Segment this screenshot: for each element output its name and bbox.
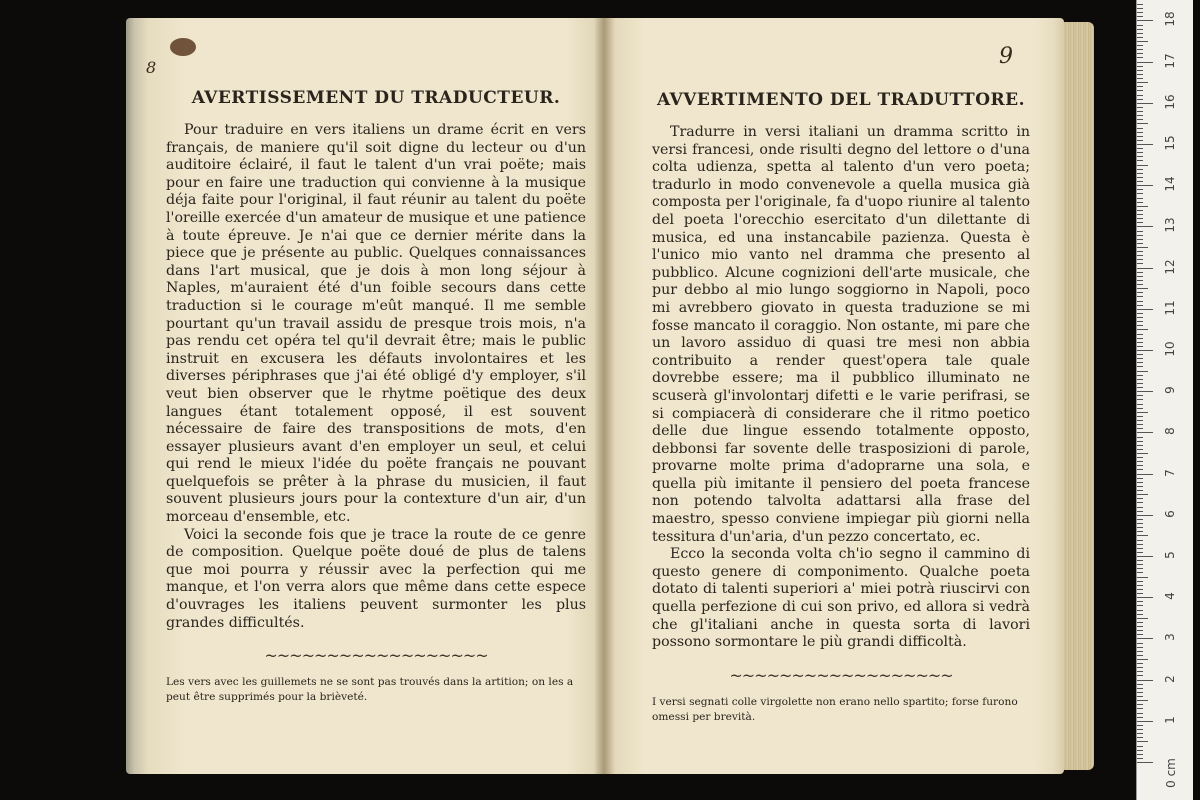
ruler-tick [1137,502,1143,503]
left-footnote: Les vers avec les guillemets ne se sont pas trouvés dans la artition; on les a peut être supprimés pour la brièveté. [166,676,574,704]
ruler-tick [1137,420,1143,421]
ruler-tick [1137,334,1143,335]
ruler-tick [1137,568,1143,569]
ruler-tick [1137,57,1143,58]
ruler-tick [1137,643,1143,644]
ruler-tick [1137,371,1148,372]
ruler-tick [1137,585,1143,586]
ruler-tick [1137,741,1148,742]
ruler-tick [1137,647,1143,648]
left-page-body [166,122,586,632]
ruler-tick [1137,136,1143,137]
ruler-tick [1137,16,1143,17]
ruler-number: 14 [1163,176,1177,192]
ruler-tick [1137,231,1143,232]
ruler-tick [1137,313,1143,314]
ruler-tick [1137,713,1143,714]
ruler-tick [1137,474,1153,475]
ruler-tick [1137,156,1143,157]
ruler-tick [1137,342,1143,343]
ruler-number: 3 [1163,633,1177,642]
ruler-tick [1137,675,1143,676]
ruler-number: 5 [1163,551,1177,559]
ruler-tick [1137,540,1143,541]
ruler-tick [1137,4,1143,5]
ruler-tick [1137,465,1143,466]
ruler-tick [1137,309,1153,310]
ruler-tick [1137,173,1143,174]
ruler-tick [1137,391,1153,392]
ruler-tick [1137,535,1148,536]
ruler-tick [1137,49,1143,50]
right-page [604,18,1064,774]
ruler-tick [1137,82,1148,83]
ruler-tick [1137,469,1143,470]
left-ornament-rule: ~~~~~~~~~~~~~~~~~~ [264,646,488,666]
ruler-tick [1137,305,1143,306]
ruler-tick [1137,288,1148,289]
ruler-tick [1137,453,1148,454]
ruler-tick [1137,107,1143,108]
ruler-tick [1137,593,1143,594]
ruler-tick [1137,708,1143,709]
ruler-tick [1137,523,1143,524]
ruler-tick [1137,99,1143,100]
ruler-tick [1137,725,1143,726]
ruler-tick [1137,276,1143,277]
ruler-tick [1137,412,1148,413]
ruler-number: 17 [1163,52,1177,69]
ruler-tick [1137,8,1143,9]
left-page [126,18,604,774]
ruler-tick [1137,379,1143,380]
ruler-tick [1137,684,1143,685]
ruler-tick [1137,214,1143,215]
ruler-tick [1137,346,1143,347]
ruler-tick [1137,671,1143,672]
ruler-tick [1137,449,1143,450]
ruler-tick [1137,103,1153,104]
ruler-tick [1137,144,1153,145]
ruler-tick [1137,601,1143,602]
ruler-tick [1137,387,1143,388]
ruler-tick [1137,486,1143,487]
ruler-tick [1137,457,1143,458]
ruler-tick [1137,20,1153,21]
ruler-tick [1137,366,1143,367]
left-paragraph: Voici la seconde fois que je trace la route de ce genre de composition. Quelque poëte doué de plus de talens que moi pourra y réussir avec la perfection qui me manque, et l'on verra alors que même dans cette espece d'ouvrages les italiens peuvent surmonter les plus grandes difficultés. [166,526,586,631]
ruler-number: 9 [1163,386,1177,395]
ruler-tick [1137,128,1143,129]
ruler-tick [1137,692,1143,693]
ruler-number: 10 [1163,341,1177,357]
ruler-tick [1137,721,1153,722]
ruler-tick [1137,296,1143,297]
ruler-tick [1137,239,1143,240]
open-book [126,18,1094,778]
left-page-number: 8 [146,58,157,77]
ruler-tick [1137,700,1148,701]
ruler-number: 16 [1163,94,1177,110]
ruler-number: 15 [1163,135,1177,151]
ruler-tick [1137,432,1153,433]
ruler-tick [1137,482,1143,483]
ruler-tick [1137,45,1143,46]
ruler-number: 11 [1163,300,1177,316]
ruler-tick [1137,202,1143,203]
right-paragraph: Ecco la seconda volta ch'io segno il cammino di questo genere di componimento. Qualche poeta dotato di talenti superiori a' miei potrà riuscirvi con quella perfezione di cui son privo, ed allora si vedrà che gl'italiani anche in questa sorta di lavori possono sormontare le più grandi difficoltà. [652,546,1030,651]
ruler-tick [1137,655,1143,656]
page-edges [1064,22,1094,770]
ruler-tick [1137,165,1148,166]
ruler-tick [1137,301,1143,302]
ruler-tick [1137,704,1143,705]
ruler-tick [1137,667,1143,668]
ruler-tick [1137,132,1143,133]
ruler-tick [1137,622,1143,623]
ruler-tick [1137,115,1143,116]
ruler-tick [1137,408,1143,409]
ruler-tick [1137,255,1143,256]
ruler-number: 13 [1163,217,1177,234]
ruler-tick [1137,198,1143,199]
ruler-tick [1137,375,1143,376]
ruler-tick [1137,243,1143,244]
ruler-number: 4 [1163,592,1177,601]
ruler-tick [1137,589,1143,590]
ruler-tick [1137,445,1143,446]
ruler-number: 8 [1163,427,1177,436]
ruler-tick [1137,325,1143,326]
ruler-zero-label: 0 cm [1164,758,1178,788]
ruler-tick [1137,70,1143,71]
ruler-tick [1137,577,1148,578]
ruler-tick [1137,123,1148,124]
ruler-tick [1137,494,1148,495]
ruler-tick [1137,152,1143,153]
ruler-tick [1137,189,1143,190]
left-paragraph: Pour traduire en vers italiens un drame écrit en vers français, de maniere qu'il soit digne du lecteur ou d'un auditoire éclairé, il faut le talent d'un vrai poëte; mais pour en faire une traduction qui convienne à la musique déja faite pour l'original, il faut réunir au talent du poëte l'oreille exercée d'un amateur de musique et une patience à toute épreuve. Je n'ai que ce dernier mérite dans la piece que je présente au public. Quelques connaissances dans l'art musical, que je dois à mon long séjour à Naples, m'auraient été d'un foible secours dans cette traduction si le courage m'eût manqué. Il me semble pourtant qu'un travail assidu de presque trois mois, n'a pas rendu cet opéra tel qu'il devrait être; mais le public instruit en excusera les défauts involontaires et les diverses périphrases que j'ai été obligé d'y employer, s'il veut bien observer que le rhytme poëtique des deux langues étant totalement opposé, il est souvent nécessaire de faire des transpositions de mots, d'en essayer plusieurs avant d'en employer un seul, et celui qui rend le mieux l'idée du poëte français ne pouvant quelquefois se prêter à la phrase du musicien, il faut souvent plusieurs jours pour la contexture d'un air, d'un morceau d'ensemble, etc. [166,122,586,526]
ruler-tick [1137,226,1153,227]
ruler-tick [1137,317,1143,318]
ruler-tick [1137,362,1143,363]
ruler-tick [1137,74,1143,75]
measuring-ruler [1136,0,1193,800]
ruler-tick [1137,437,1143,438]
ink-stain [170,38,196,56]
ruler-tick [1137,498,1143,499]
ruler-tick [1137,206,1148,207]
ruler-number: 6 [1163,509,1177,518]
ruler-tick [1137,404,1143,405]
ruler-tick [1137,66,1143,67]
ruler-tick [1137,235,1143,236]
ruler-tick [1137,688,1143,689]
ruler-number: 18 [1163,11,1177,28]
ruler-tick [1137,548,1143,549]
ruler-tick [1137,717,1143,718]
ruler-tick [1137,531,1143,532]
left-page-heading: AVERTISSEMENT DU TRADUCTEUR. [191,88,561,108]
ruler-tick [1137,614,1143,615]
ruler-tick [1137,329,1148,330]
ruler-tick [1137,33,1143,34]
ruler-tick [1137,25,1143,26]
ruler-tick [1137,610,1143,611]
ruler-number: 2 [1163,674,1177,683]
ruler-tick [1137,680,1153,681]
ruler-tick [1137,663,1143,664]
ruler-tick [1137,511,1143,512]
ruler-tick [1137,762,1153,763]
ruler-tick [1137,556,1153,557]
ruler-tick [1137,581,1143,582]
ruler-tick [1137,350,1153,351]
ruler-tick [1137,111,1143,112]
ruler-tick [1137,181,1143,182]
ruler-tick [1137,263,1143,264]
ruler-tick [1137,478,1143,479]
ruler-tick [1137,95,1143,96]
ruler-tick [1137,733,1143,734]
ruler-tick [1137,634,1143,635]
ruler-tick [1137,383,1143,384]
ruler-tick [1137,251,1143,252]
ruler-tick [1137,424,1143,425]
ruler-tick [1137,358,1143,359]
ruler-tick [1137,441,1143,442]
ruler-tick [1137,222,1143,223]
ruler-tick [1137,284,1143,285]
ruler-tick [1137,630,1143,631]
ruler-tick [1137,29,1143,30]
ruler-tick [1137,259,1143,260]
ruler-tick [1137,618,1148,619]
ruler-number: 12 [1163,258,1177,275]
ruler-tick [1137,193,1143,194]
right-footnote: I versi segnati colle virgolette non erano nello spartito; forse furono omessi per brevità. [652,695,1018,723]
ruler-tick [1137,354,1143,355]
ruler-tick [1137,37,1143,38]
ruler-tick [1137,140,1143,141]
ruler-tick [1137,247,1148,248]
ruler-tick [1137,272,1143,273]
right-paragraph: Tradurre in versi italiani un dramma scritto in versi francesi, onde risulti degno del lettore o d'una colta udienza, spetta al talento d'un vero poeta; tradurlo in modo convenevole a quella musica già composta per l'originale, fa d'uopo riunire al talento del poeta l'orecchio esercitato d'un dilettante di musica, ed una instancabile pazienza. Questa è l'unico mio vanto nel dramma che presento al pubblico. Alcune cognizioni dell'arte musicale, che pur debbo al mio lungo soggiorno in Napoli, poco mi avrebbero giovato in questa traduzione se mi fosse mancato il coraggio. Non ostante, mi pare che un lavoro assiduo di quasi tre mesi non abbia contribuito a render quest'opera tale quale dovrebbe essere; ma il pubblico illuminato ne scuserà gl'involontarj difetti e le varie perifrasi, se si compiacerà di considerare che il ritmo poetico delle due lingue essendo totalmente opposto, debbonsi far sovente delle trasposizioni di parole, provarne molte prima d'adoprarne una sola, e quella più imitante il pensiero del poeta francese non potendo talvolta adattarsi alla frase del maestro, spesso conviene impiegar più giorni nella tessitura d'un'aria, d'un pezzo concertato, ec. [652,124,1030,545]
ruler-tick [1137,572,1143,573]
ruler-tick [1137,90,1143,91]
ruler-tick [1137,626,1143,627]
ruler-tick [1137,515,1153,516]
ruler-tick [1137,321,1143,322]
ruler-tick [1137,210,1143,211]
ruler-tick [1137,519,1143,520]
ruler-tick [1137,160,1143,161]
ruler-tick [1137,605,1143,606]
ruler-tick [1137,461,1143,462]
ruler-tick [1137,597,1153,598]
right-page-number: 9 [999,44,1013,69]
ruler-tick [1137,119,1143,120]
ruler-tick [1137,12,1143,13]
ruler-tick [1137,544,1143,545]
ruler-tick [1137,169,1143,170]
ruler-tick [1137,62,1153,63]
ruler-tick [1137,428,1143,429]
ruler-tick [1137,86,1143,87]
ruler-tick [1137,507,1143,508]
ruler-tick [1137,746,1143,747]
ruler-tick [1137,41,1148,42]
ruler-tick [1137,395,1143,396]
ruler-tick [1137,177,1143,178]
ruler-number: 7 [1163,468,1177,477]
ruler-tick [1137,754,1143,755]
ruler-tick [1137,490,1143,491]
right-page-body [652,124,1030,652]
ruler-tick [1137,527,1143,528]
ruler-tick [1137,750,1143,751]
ruler-tick [1137,218,1143,219]
ruler-tick [1137,729,1143,730]
ruler-tick [1137,53,1143,54]
ruler-tick [1137,185,1153,186]
book-gutter [594,18,614,774]
ruler-tick [1137,280,1143,281]
ruler-tick [1137,292,1143,293]
ruler-tick [1137,148,1143,149]
ruler-tick [1137,564,1143,565]
right-ornament-rule: ~~~~~~~~~~~~~~~~~~ [729,665,953,685]
ruler-tick [1137,651,1143,652]
ruler-tick [1137,552,1143,553]
ruler-tick [1137,268,1153,269]
ruler-tick [1137,638,1153,639]
ruler-tick [1137,696,1143,697]
ruler-tick [1137,560,1143,561]
ruler-tick [1137,737,1143,738]
ruler-tick [1137,416,1143,417]
ruler-number: 1 [1163,715,1177,724]
ruler-tick [1137,78,1143,79]
ruler-tick [1137,659,1148,660]
ruler-tick [1137,758,1143,759]
ruler-tick [1137,338,1143,339]
ruler-tick [1137,399,1143,400]
right-page-heading: AVVERTIMENTO DEL TRADUTTORE. [656,90,1026,110]
